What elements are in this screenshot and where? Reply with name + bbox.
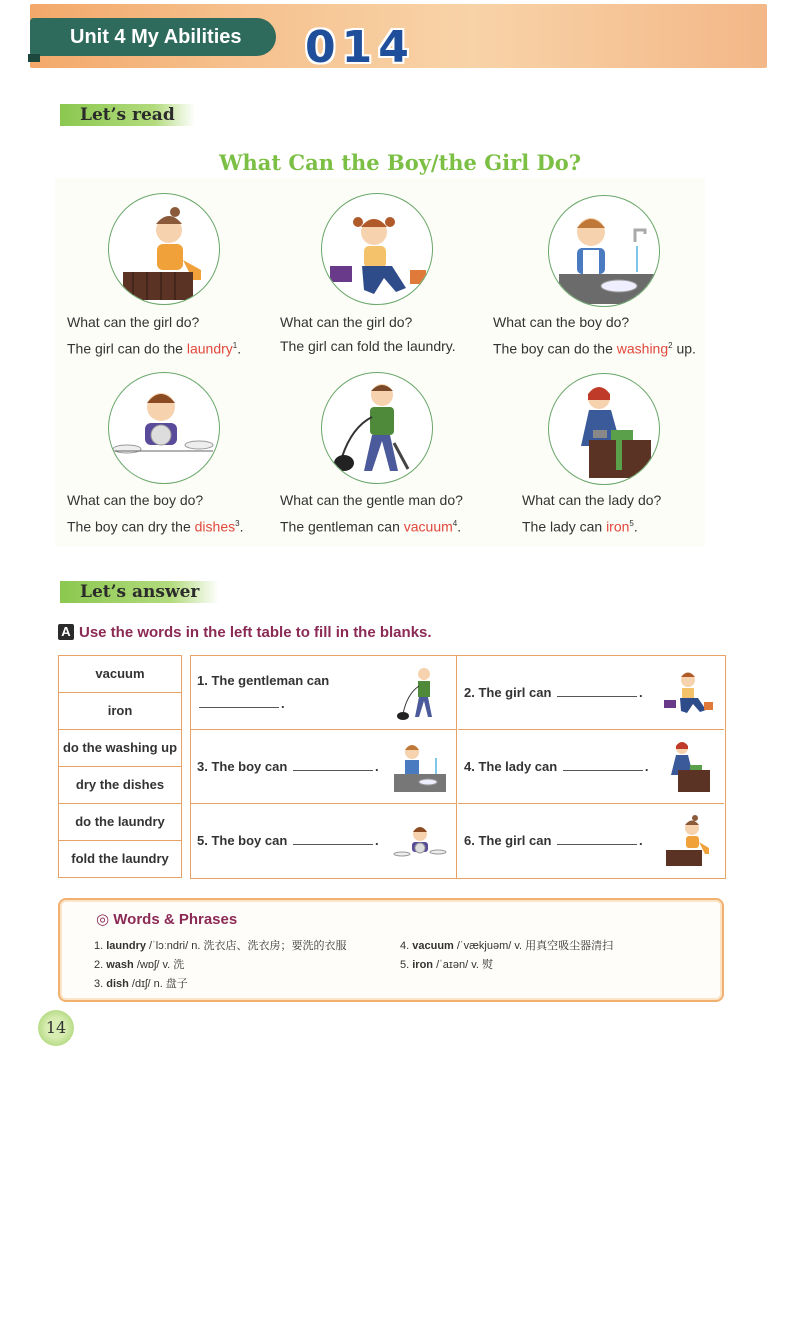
read-title: What Can the Boy/the Girl Do? xyxy=(218,150,582,175)
wp-item: 1. laundry /ˈlɔːndri/ n. 洗衣店、洗衣房；要洗的衣服 xyxy=(94,940,347,952)
girl-laundry-illustration xyxy=(108,193,220,305)
badge-a: A xyxy=(58,624,74,640)
instruction: A Use the words in the left table to fill in the blanks. xyxy=(58,624,432,641)
bullseye-icon: ◎ xyxy=(96,911,110,928)
washing-thumb xyxy=(392,738,448,796)
read-item-5: What can the gentle man do? The gentleman can vacuum$^4$. xyxy=(280,492,463,535)
question-cell-1: 1. The gentleman can . xyxy=(191,656,457,730)
answer-blank[interactable] xyxy=(199,697,279,708)
question-cell-5: 5. The boy can . xyxy=(191,804,457,878)
wp-item: 4. vacuum /ˈvækjuəm/ v. 用真空吸尘器清扫 xyxy=(400,940,614,952)
iron-thumb xyxy=(660,738,716,796)
read-item-6: What can the lady do? The lady can iron$^5$. xyxy=(522,492,662,535)
word-cell: vacuum xyxy=(59,656,181,693)
question-cell-4: 4. The lady can . xyxy=(458,730,724,804)
word-cell: dry the dishes xyxy=(59,767,181,804)
answer-blank[interactable] xyxy=(563,760,643,771)
word-cell: fold the laundry xyxy=(59,841,181,878)
question-cell-2: 2. The girl can . xyxy=(458,656,724,730)
question-grid xyxy=(190,655,726,879)
answer-blank[interactable] xyxy=(557,686,637,697)
word-cell: iron xyxy=(59,693,181,730)
page-number: 14 xyxy=(38,1010,74,1046)
word-table xyxy=(58,655,182,878)
dishes-thumb xyxy=(392,812,448,870)
read-item-3: What can the boy do? The boy can do the washing$^2$ up. xyxy=(493,314,696,357)
read-item-1: What can the girl do? The girl can do the laundry$^1$. xyxy=(67,314,242,357)
question-cell-3: 3. The boy can . xyxy=(191,730,457,804)
wp-item: 3. dish /dɪʃ/ n. 盘子 xyxy=(94,978,188,990)
laundry-thumb xyxy=(660,812,716,870)
words-phrases-title: ◎ Words & Phrases xyxy=(96,911,238,928)
fold-thumb xyxy=(660,664,716,722)
read-item-4: What can the boy do? The boy can dry the dishes$^3$. xyxy=(67,492,244,535)
boy-dishes-illustration xyxy=(108,372,220,484)
answer-blank[interactable] xyxy=(293,760,373,771)
wp-item: 5. iron /ˈaɪən/ v. 熨 xyxy=(400,959,493,971)
page-code: 014 xyxy=(305,22,415,73)
vacuum-thumb xyxy=(392,664,448,722)
wp-item: 2. wash /wɒʃ/ v. 洗 xyxy=(94,959,185,971)
answer-blank[interactable] xyxy=(293,834,373,845)
word-cell: do the laundry xyxy=(59,804,181,841)
boy-washing-illustration xyxy=(548,195,660,307)
unit-title: Unit 4 My Abilities xyxy=(30,18,276,56)
answer-blank[interactable] xyxy=(557,834,637,845)
gentleman-vacuum-illustration xyxy=(321,372,433,484)
read-item-2: What can the girl do? The girl can fold the laundry. xyxy=(280,314,456,354)
section-label-read: Let’s read xyxy=(60,104,195,126)
word-cell: do the washing up xyxy=(59,730,181,767)
girl-fold-illustration xyxy=(321,193,433,305)
section-label-answer: Let’s answer xyxy=(60,581,219,603)
words-phrases-box xyxy=(58,898,724,1002)
lady-iron-illustration xyxy=(548,373,660,485)
question-cell-6: 6. The girl can . xyxy=(458,804,724,878)
